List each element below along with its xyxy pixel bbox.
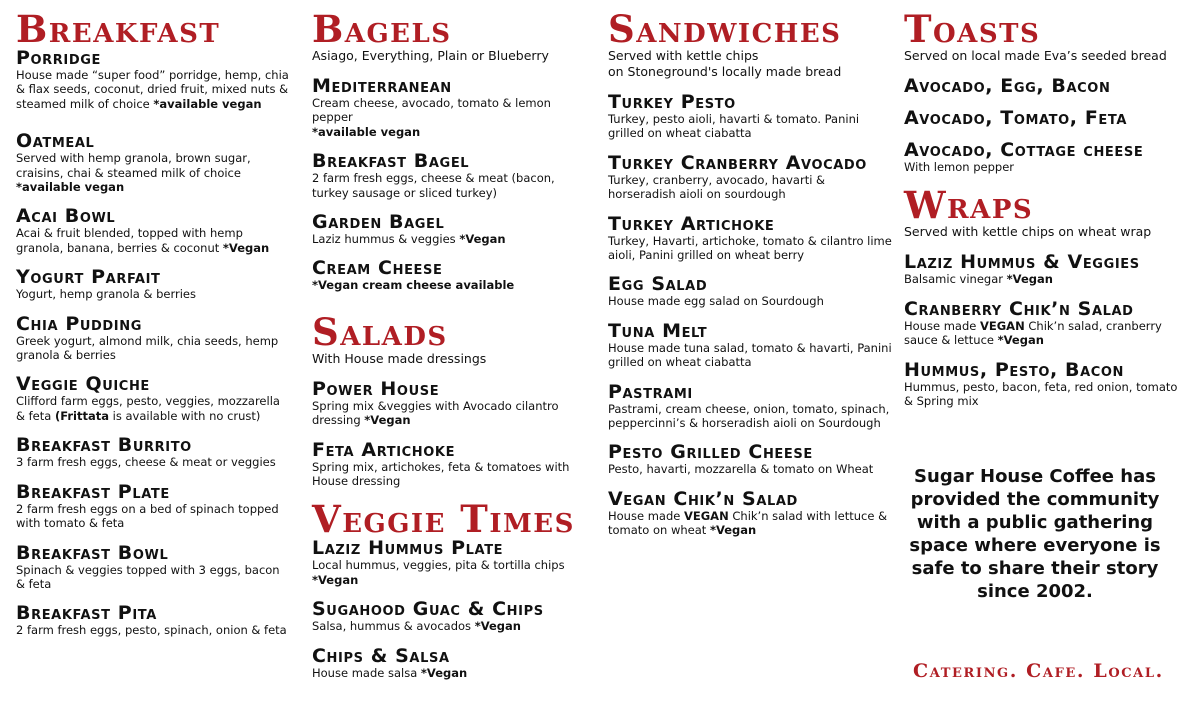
menu-item-acai-bowl [16,206,291,255]
item-tag: *Vegan [312,572,359,587]
menu-item-avocado-tomato-feta [904,108,1179,128]
item-tag: *Vegan cream cheese available [312,278,515,293]
menu-item-garden-bagel [312,212,592,246]
item-name: Laziz Hummus & Veggies [904,251,1140,274]
menu-item-mediterranean [312,76,592,139]
item-desc: House made VEGAN Chik’n salad with lettuce & tomato on wheat *Vegan [608,508,888,538]
item-desc: Turkey, pesto aioli, havarti & tomato. Panini grilled on wheat ciabatta [608,112,860,141]
item-name: Cranberry Chik’n Salad [904,297,1134,320]
item-name: Turkey Pesto [608,91,736,113]
item-name: Yogurt Parfait [16,266,161,289]
item-desc: Cream cheese, avocado, tomato & lemon pepper [312,96,551,125]
about-blurb: Sugar House Coffee has provided the community with a public gathering space where everyone is safe to share their story since 2002. [909,466,1161,602]
item-name: Chips & Salsa [312,644,450,667]
menu-item-breakfast-bowl [16,543,291,592]
item-desc: House made egg salad on Sourdough [608,294,824,309]
item-name: Power House [312,377,440,400]
salads-heading: Salads [312,309,448,354]
menu-item-laziz-hummus-veggies [904,252,1179,286]
item-desc: Salsa, hummus & avocados *Vegan [312,619,521,634]
item-desc: 2 farm fresh eggs, pesto, spinach, onion & feta [16,623,287,638]
item-name: Chia Pudding [16,312,142,335]
item-name: Pastrami [608,380,693,403]
menu-item-cream-cheese [312,258,592,292]
menu-item-hummus-pesto-bacon [904,360,1179,409]
item-name: Egg Salad [608,273,708,296]
item-desc: Turkey, Havarti, artichoke, tomato & cilantro lime aioli, Panini grilled on wheat berry [608,233,892,263]
bagels-salads-column [312,7,592,680]
item-desc: Pastrami, cream cheese, onion, tomato, spinach, peppercinni’s & horseradish aioli on Sourdough [608,401,890,431]
item-desc: House made salsa *Vegan [312,665,468,680]
sandwiches-note: Served with kettle chips [608,48,759,63]
menu-item-yogurt-parfait [16,267,291,301]
salads-note: With House made dressings [312,350,487,366]
sandwiches-column [608,7,893,538]
menu-item-cranberry-chikn-salad [904,299,1179,348]
item-desc: Spinach & veggies topped with 3 eggs, bacon & feta [16,562,280,591]
item-desc: 2 farm fresh eggs, cheese & meat (bacon, turkey sausage or sliced turkey) [312,171,555,200]
menu-item-feta-artichoke [312,440,592,489]
item-name: Avocado, Cottage cheese [904,139,1144,161]
item-desc: Spring mix &veggies with Avocado cilantro dressing *Vegan [312,398,559,428]
menu-item-pesto-grilled-cheese [608,442,893,476]
item-desc: Laziz hummus & veggies *Vegan [312,232,506,247]
item-name: Mediterranean [312,75,452,97]
item-desc: Spring mix, artichokes, feta & tomatoes with House dressing [312,459,570,489]
toasts-wraps-column [904,7,1179,409]
sandwiches-note-2: on Stoneground's locally made bread [608,64,842,79]
toasts-heading: Toasts [904,7,1041,51]
menu-item-turkey-cranberry-avocado [608,153,893,202]
item-name: Avocado, Tomato, Feta [904,107,1127,129]
item-name: Acai Bowl [16,205,116,228]
item-desc: 2 farm fresh eggs on a bed of spinach topped with tomato & feta [16,501,279,531]
menu-item-breakfast-pita [16,603,291,637]
wraps-note: Served with kettle chips on wheat wrap [904,224,1152,240]
menu-item-breakfast-burrito [16,435,291,469]
menu-item-pastrami [608,382,893,431]
menu-item-veggie-quiche [16,374,291,423]
menu-item-power-house [312,379,592,428]
item-name: Sugahood Guac & Chips [312,598,544,621]
menu-item-avocado-egg-bacon [904,76,1179,96]
item-name: Garden Bagel [312,211,445,234]
item-desc: House made tuna salad, tomato & havarti, Panini grilled on wheat ciabatta [608,340,892,370]
item-desc: Yogurt, hemp granola & berries [16,287,197,302]
item-name: Turkey Artichoke [608,212,775,235]
menu-item-chia-pudding [16,314,291,363]
breakfast-heading: Breakfast [16,7,221,51]
menu-item-vegan-chikn-salad [608,489,893,538]
item-name: Feta Artichoke [312,438,456,461]
tagline: Catering. Cafe. Local. [913,660,1164,682]
menu-item-chips-salsa [312,646,592,680]
item-name: Veggie Quiche [16,373,150,396]
item-name: Turkey Cranberry Avocado [608,151,867,174]
menu-item-turkey-artichoke [608,214,893,263]
item-name: Breakfast Burrito [16,434,192,457]
menu-item-avocado-cottage-cheese [904,140,1179,174]
item-desc: With lemon pepper [904,160,1014,174]
breakfast-column [16,7,291,638]
menu-item-laziz-hummus-plate [312,538,592,587]
toasts-note: Served on local made Eva’s seeded bread [904,48,1167,63]
item-desc: Served with hemp granola, brown sugar, craisins, chai & steamed milk of choice *available vegan [16,151,251,195]
item-name: Breakfast Bagel [312,150,470,173]
item-name: Breakfast Plate [16,480,170,503]
item-desc: Hummus, pesto, bacon, feta, red onion, tomato & Spring mix [904,379,1178,409]
menu-item-breakfast-bagel [312,151,592,200]
wraps-heading: Wraps [904,183,1034,228]
item-desc: Balsamic vinegar *Vegan [904,272,1053,287]
item-name: Cream Cheese [312,257,443,280]
item-name: Breakfast Bowl [16,541,169,564]
item-desc: Acai & fruit blended, topped with hemp granola, banana, berries & coconut *Vegan [16,226,270,255]
item-desc: Clifford farm eggs, pesto, veggies, mozzarella & feta (Frittata is available with no crust) [16,394,280,423]
item-desc: House made VEGAN Chik’n salad, cranberry sauce & lettuce *Vegan [904,318,1162,348]
item-desc: 3 farm fresh eggs, cheese & meat or veggies [16,455,276,470]
item-name: Pesto Grilled Cheese [608,441,813,464]
item-desc: Greek yogurt, almond milk, chia seeds, hemp granola & berries [16,333,279,363]
menu-item-tuna-melt [608,321,893,370]
menu-item-oatmeal [16,131,291,194]
menu-item-breakfast-plate [16,482,291,531]
item-desc: Pesto, havarti, mozzarella & tomato on Wheat [608,462,874,477]
sandwiches-heading: Sandwiches [608,7,842,51]
menu-item-sugahood-guac [312,599,592,633]
item-desc: House made “super food” porridge, hemp, chia & flax seeds, coconut, dried fruit, mixed nuts & steamed milk of choice *available vegan [16,68,289,111]
item-name: Breakfast Pita [16,602,157,625]
item-name: Porridge [16,47,101,69]
item-name: Hummus, Pesto, Bacon [904,358,1125,381]
item-desc: Local hummus, veggies, pita & tortilla chips [312,558,565,573]
veggie-times-heading: Veggie Times [312,497,575,542]
item-name: Oatmeal [16,130,95,153]
item-name: Avocado, Egg, Bacon [904,75,1111,97]
item-name: Vegan Chik’n Salad [608,487,798,510]
item-desc: Turkey, cranberry, avocado, havarti & horseradish aioli on sourdough [608,172,826,202]
menu-item-turkey-pesto [608,92,893,141]
item-name: Laziz Hummus Plate [312,537,504,560]
bagels-heading: Bagels [312,7,452,51]
menu-item-egg-salad [608,274,893,308]
menu-item-porridge [16,48,291,111]
bagels-note: Asiago, Everything, Plain or Blueberry [312,48,549,63]
item-name: Tuna Melt [608,319,708,342]
item-tag: *available vegan [312,124,421,139]
